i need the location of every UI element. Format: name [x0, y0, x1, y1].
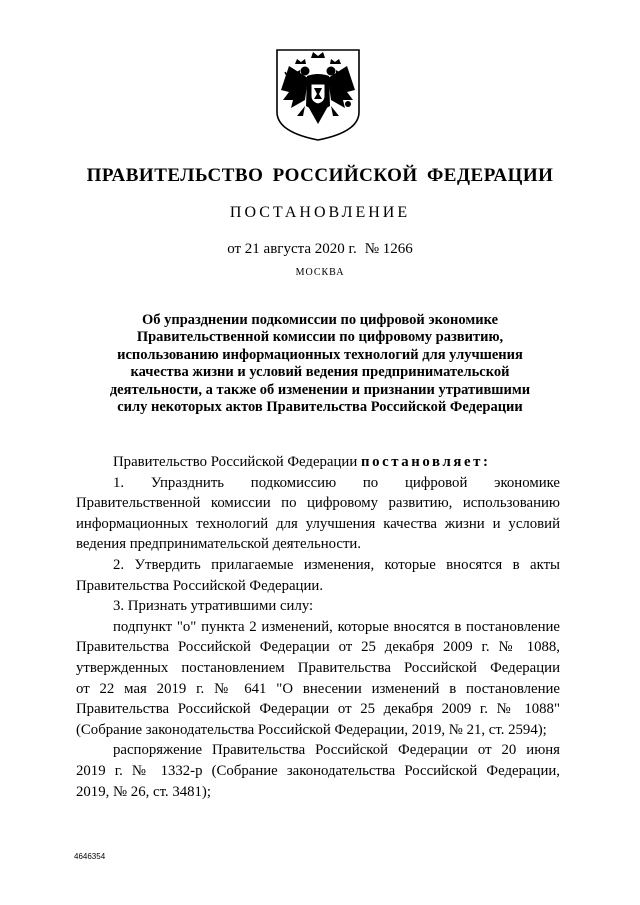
- body-line: от 22 мая 2019 г. № 641 "О внесении изменений в постановление: [76, 680, 560, 697]
- preamble-text: Правительство Российской Федерации: [113, 454, 361, 470]
- russian-coat-of-arms-icon: [275, 48, 361, 142]
- document-city: МОСКВА: [295, 267, 345, 278]
- document-title: [100, 312, 540, 416]
- title-line: использованию информационных технологий для улучшения: [117, 346, 523, 363]
- body-line: 3. Признать утратившими силу:: [113, 598, 314, 615]
- document-date-line: [0, 241, 640, 258]
- body-line: распоряжение Правительства Российской Федерации от 20 июня: [113, 742, 560, 759]
- title-line: Об упразднении подкомиссии по цифровой экономике: [141, 312, 499, 328]
- body-line: Правительства Российской Федерации от 25 декабря 2009 г. № 1088,: [76, 639, 560, 656]
- body-line: информационных технологий для улучшения качества жизни и условий: [76, 515, 560, 532]
- body-line: подпункт "о" пункта 2 изменений, которые вносятся в постановление: [113, 618, 560, 635]
- preamble-line: [76, 452, 560, 473]
- title-line: качества жизни и условий ведения предпринимательской: [130, 364, 510, 381]
- government-name: ПРАВИТЕЛЬСТВО РОССИЙСКОЙ ФЕДЕРАЦИИ: [86, 165, 554, 186]
- preamble-decree-word: постановляет:: [360, 454, 491, 470]
- body-line: (Собрание законодательства Российской Федерации, 2019, № 21, ст. 2594);: [76, 721, 547, 738]
- document-kind: ПОСТАНОВЛЕНИЕ: [229, 204, 411, 221]
- body-line: Правительства Российской Федерации от 25 декабря 2009 г. № 1088": [76, 701, 560, 718]
- body-line: Правительства Российской Федерации.: [76, 577, 324, 594]
- document-number: № 1266: [364, 241, 413, 257]
- body-line: 2. Утвердить прилагаемые изменения, которые вносятся в акты: [113, 556, 560, 573]
- footer-document-code: 4646354: [74, 852, 106, 861]
- body-line: 2019 г. № 1332-р (Собрание законодательства Российской Федерации,: [76, 762, 560, 779]
- body-line: утвержденных постановлением Правительства Российской Федерации: [76, 659, 560, 676]
- title-line: силу некоторых актов Правительства Российской Федерации: [117, 399, 523, 416]
- document-date: от 21 августа 2020 г.: [227, 241, 357, 257]
- body-line: 2019, № 26, ст. 3481);: [76, 783, 211, 800]
- document-body: [76, 452, 560, 802]
- title-line: деятельности, а также об изменении и признании утратившими: [109, 381, 531, 398]
- title-line: Правительственной комиссии по цифровому развитию,: [136, 329, 504, 346]
- body-line: 1. Упразднить подкомиссию по цифровой экономике: [113, 474, 560, 491]
- body-line: Правительственной комиссии по цифровому развитию, использованию: [76, 495, 560, 512]
- body-line: ведения предпринимательской деятельности.: [76, 536, 362, 553]
- coat-of-arms-emblem: [275, 48, 361, 142]
